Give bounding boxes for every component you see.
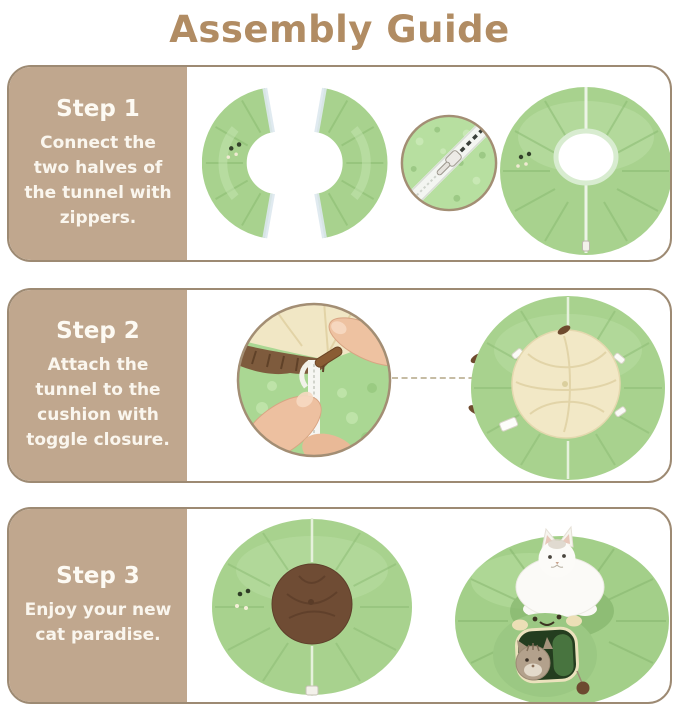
step-2-visual — [187, 290, 670, 481]
step-3-line: Enjoy your new — [24, 600, 172, 620]
step-1-line: zippers. — [59, 208, 137, 228]
tunnel-halves-photo — [202, 78, 397, 250]
step-2-panel — [9, 290, 187, 481]
step-1-line: Connect the — [40, 133, 156, 153]
page-title: Assembly Guide — [169, 7, 510, 51]
step-2-line: toggle closure. — [26, 430, 170, 450]
toggle-closeup-photo — [232, 298, 396, 462]
step-1-card — [7, 65, 672, 262]
tunnel-brown-cushion-photo — [207, 514, 417, 700]
tunnel-with-cats-photo — [447, 513, 672, 704]
step-1-line: two halves of — [33, 158, 163, 178]
step-3-card — [7, 507, 672, 704]
step-3-visual — [187, 509, 670, 702]
step-2-line: Attach the — [47, 355, 149, 375]
step-3-line: cat paradise. — [35, 625, 161, 645]
step-1-line: the tunnel with — [24, 183, 172, 203]
step-1-panel — [9, 67, 187, 260]
step-1-visual — [187, 67, 670, 260]
step-2-line: tunnel to the — [35, 380, 161, 400]
step-1-heading: Step 1 — [56, 96, 140, 122]
step-3-heading: Step 3 — [56, 563, 140, 589]
zipper-closeup-photo — [398, 112, 500, 214]
tunnel-with-cushion-photo — [468, 292, 668, 483]
step-2-card — [7, 288, 672, 483]
step-2-heading: Step 2 — [56, 318, 140, 344]
step-3-panel — [9, 509, 187, 702]
step-2-line: cushion with — [37, 405, 159, 425]
assembled-tunnel-photo — [496, 79, 672, 259]
